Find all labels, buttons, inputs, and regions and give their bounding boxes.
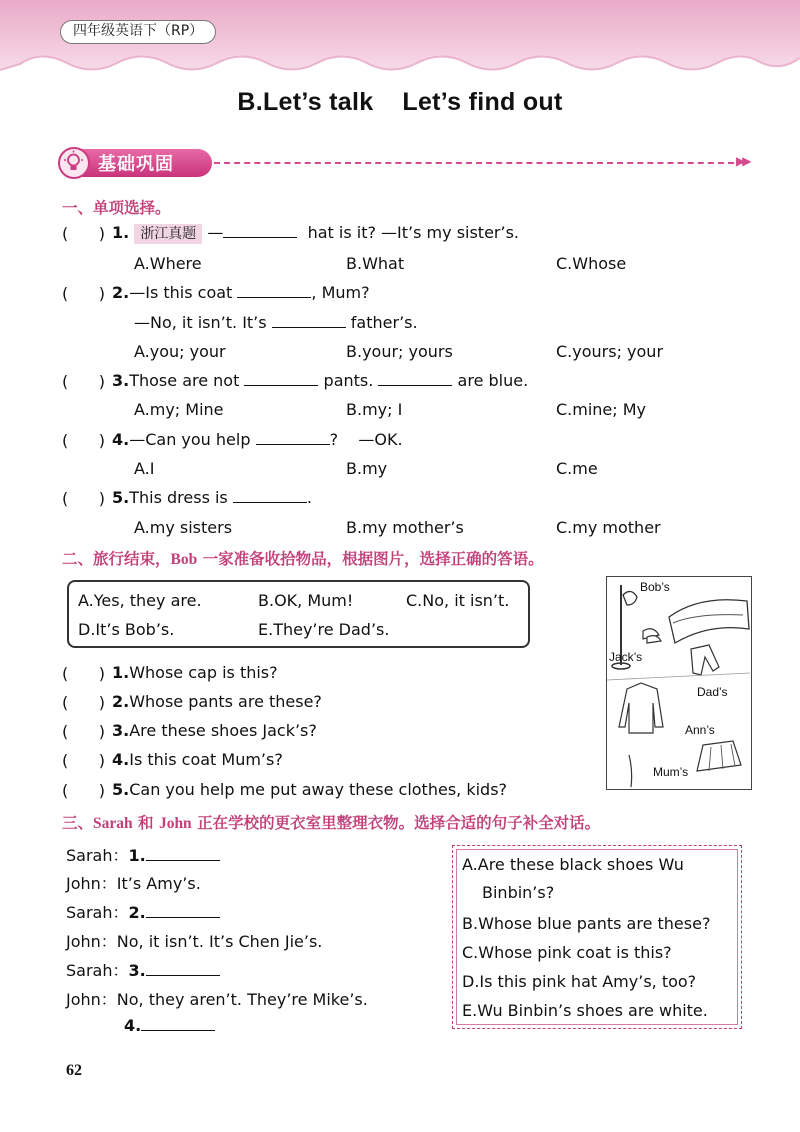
label-dad: Dad’s bbox=[697, 685, 728, 699]
question-2: 2.—Is this coat , Mum? bbox=[112, 283, 370, 302]
part2-question: 4.Is this coat Mum’s? bbox=[112, 750, 283, 769]
section-badge bbox=[58, 147, 212, 179]
option-a[interactable]: A.my sisters bbox=[134, 518, 233, 537]
question-2-line2: —No, it isn’t. It’s father’s. bbox=[134, 313, 418, 332]
clothes-illustration bbox=[607, 577, 750, 788]
part2-heading: 二、旅行结束，Bob 一家准备收拾物品，根据图片，选择正确的答语。 bbox=[62, 550, 544, 568]
answer-paren[interactable]: ( ) bbox=[62, 431, 105, 450]
part2-question: 2.Whose pants are these? bbox=[112, 692, 322, 711]
part2-question: 1.Whose cap is this? bbox=[112, 663, 278, 682]
double-arrow-icon: ▶▶ bbox=[736, 154, 749, 168]
choice-c: C.Whose pink coat is this? bbox=[462, 943, 672, 962]
option-b[interactable]: B.What bbox=[346, 254, 405, 273]
option-a[interactable]: A.Where bbox=[134, 254, 202, 273]
answer-paren[interactable]: ( ) bbox=[62, 722, 105, 741]
label-bob: Bob’s bbox=[640, 580, 670, 594]
option-b[interactable]: B.my bbox=[346, 459, 388, 478]
choice-a-cont: Binbin’s? bbox=[482, 883, 555, 902]
dialogue-line: Sarah：2. bbox=[66, 900, 220, 923]
answer-paren[interactable]: ( ) bbox=[62, 781, 105, 800]
answer-paren[interactable]: ( ) bbox=[62, 284, 105, 303]
option-a[interactable]: A.I bbox=[134, 459, 155, 478]
dialogue-line: John：It’s Amy’s. bbox=[66, 874, 201, 893]
dialogue-line: Sarah：3. bbox=[66, 958, 220, 981]
option-c[interactable]: C.mine; My bbox=[556, 400, 647, 419]
blank[interactable] bbox=[141, 1017, 215, 1031]
question-4: 4.—Can you help ? —OK. bbox=[112, 430, 403, 449]
blank[interactable] bbox=[223, 224, 297, 238]
answer-paren[interactable]: ( ) bbox=[62, 751, 105, 770]
dialogue-line: Sarah：1. bbox=[66, 843, 220, 866]
section-label: 基础巩固 bbox=[98, 154, 174, 175]
choice-e: E.Wu Binbin’s shoes are white. bbox=[462, 1001, 708, 1020]
question-3: 3.Those are not pants. are blue. bbox=[112, 371, 529, 390]
dialogue-line: John：No, it isn’t. It’s Chen Jie’s. bbox=[66, 932, 323, 951]
part3-heading: 三、Sarah 和 John 正在学校的更衣室里整理衣物。选择合适的句子补全对话。 bbox=[62, 814, 601, 832]
answer-paren[interactable]: ( ) bbox=[62, 372, 105, 391]
answer-paren[interactable]: ( ) bbox=[62, 224, 105, 243]
option-a[interactable]: A.my; Mine bbox=[134, 400, 224, 419]
blank[interactable] bbox=[146, 904, 220, 918]
blank[interactable] bbox=[256, 431, 330, 445]
blank[interactable] bbox=[272, 314, 346, 328]
option-a[interactable]: A.you; your bbox=[134, 342, 226, 361]
label-ann: Ann’s bbox=[685, 723, 715, 737]
option-d: D.It’s Bob’s. bbox=[78, 620, 175, 639]
blank[interactable] bbox=[233, 489, 307, 503]
lightbulb-icon bbox=[58, 147, 90, 179]
option-a: A.Yes, they are. bbox=[78, 591, 202, 610]
answer-paren[interactable]: ( ) bbox=[62, 664, 105, 683]
question-5: 5.This dress is . bbox=[112, 488, 312, 507]
blank[interactable] bbox=[146, 847, 220, 861]
source-tag: 浙江真题 bbox=[134, 224, 202, 244]
option-c[interactable]: C.my mother bbox=[556, 518, 661, 537]
page-title: B.Let’s talk Let’s find out bbox=[237, 88, 563, 116]
section-divider bbox=[214, 162, 734, 164]
dialogue-line: John：No, they aren’t. They’re Mike’s. bbox=[66, 990, 368, 1009]
blank[interactable] bbox=[237, 284, 311, 298]
part2-question: 5.Can you help me put away these clothes, kids? bbox=[112, 780, 508, 799]
label-mum: Mum’s bbox=[653, 765, 689, 779]
blank[interactable] bbox=[146, 962, 220, 976]
option-b[interactable]: B.my; I bbox=[346, 400, 403, 419]
choice-d: D.Is this pink hat Amy’s, too? bbox=[462, 972, 697, 991]
part1-heading: 一、单项选择。 bbox=[62, 199, 171, 217]
question-1: 1. 浙江真题 — hat is it? —It’s my sister’s. bbox=[112, 223, 520, 242]
option-b: B.OK, Mum! bbox=[258, 591, 354, 610]
option-b[interactable]: B.your; yours bbox=[346, 342, 453, 361]
dialogue-line: 4. bbox=[124, 1016, 215, 1035]
part2-question: 3.Are these shoes Jack’s? bbox=[112, 721, 317, 740]
blank[interactable] bbox=[244, 372, 318, 386]
option-b[interactable]: B.my mother’s bbox=[346, 518, 464, 537]
option-c[interactable]: C.me bbox=[556, 459, 598, 478]
label-jack: Jack’s bbox=[609, 650, 643, 664]
blank[interactable] bbox=[378, 372, 452, 386]
book-tag: 四年级英语下（RP） bbox=[60, 20, 216, 44]
option-e: E.They’re Dad’s. bbox=[258, 620, 390, 639]
clothes-picture bbox=[606, 576, 752, 790]
option-c[interactable]: C.Whose bbox=[556, 254, 627, 273]
option-c[interactable]: C.yours; your bbox=[556, 342, 664, 361]
page-number: 62 bbox=[66, 1062, 82, 1079]
answer-paren[interactable]: ( ) bbox=[62, 489, 105, 508]
option-c: C.No, it isn’t. bbox=[406, 591, 510, 610]
choice-a: A.Are these black shoes Wu bbox=[462, 855, 684, 874]
answer-paren[interactable]: ( ) bbox=[62, 693, 105, 712]
choice-b: B.Whose blue pants are these? bbox=[462, 914, 711, 933]
